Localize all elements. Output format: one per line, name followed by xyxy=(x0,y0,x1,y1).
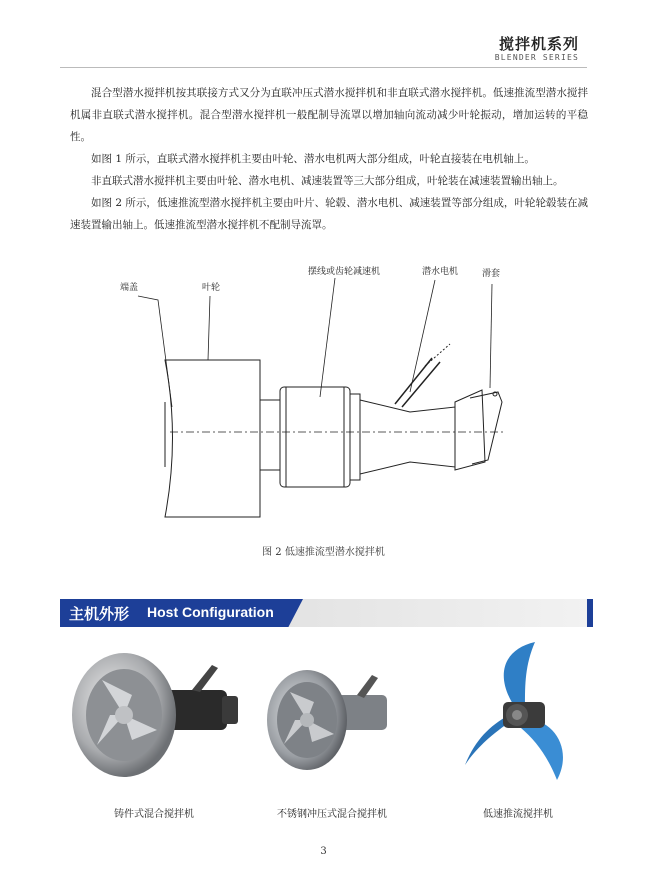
label-impeller: 叶轮 xyxy=(202,283,221,293)
impeller-blade-shape xyxy=(165,360,260,517)
body-text xyxy=(70,82,588,236)
section-title-cn: 主机外形 xyxy=(69,605,130,623)
motor-cone xyxy=(360,400,455,474)
figure-caption: 图 2 低速推流型潜水搅拌机 xyxy=(262,547,385,558)
header-divider xyxy=(60,67,587,68)
paragraph: 混合型潜水搅拌机按其联接方式又分为直联冲压式潜水搅拌机和非直联式潜水搅拌机。低速推流型潜水搅拌机属非直联式潜水搅拌机。混合型潜水搅拌机一般配制导流罩以增加轴向流动减少叶轮振动，增加运转的平稳性。 xyxy=(70,87,588,143)
section-title-en: Host Configuration xyxy=(147,604,274,620)
banner-end-block xyxy=(587,599,593,627)
cast-mixer-photo xyxy=(62,640,247,790)
product-label: 不锈钢冲压式混合搅拌机 xyxy=(277,809,387,820)
paragraph: 如图 2 所示，低速推流型潜水搅拌机主要由叶片、轮毂、潜水电机、减速装置等部分组成，叶轮轮毂装在减速装置输出轴上。低速推流型潜水搅拌机不配制导流罩。 xyxy=(70,197,588,231)
label-slide: 滑套 xyxy=(482,269,501,279)
product-label: 铸件式混合搅拌机 xyxy=(114,809,194,820)
reducer-body xyxy=(280,387,350,487)
paragraph: 如图 1 所示，直联式潜水搅拌机主要由叶轮、潜水电机两大部分组成，叶轮直接装在电机轴上。 xyxy=(91,153,535,165)
stainless-mixer-photo xyxy=(262,640,402,790)
low-speed-propeller-photo xyxy=(455,640,585,790)
section-banner xyxy=(60,599,593,627)
series-subtitle: BLENDER SERIES xyxy=(494,53,579,62)
label-motor: 潜水电机 xyxy=(422,267,459,277)
product-label: 低速推流搅拌机 xyxy=(483,809,553,820)
series-title: 搅拌机系列 xyxy=(498,35,579,53)
paragraph: 非直联式潜水搅拌机主要由叶轮、潜水电机、减速装置等三大部分组成，叶轮装在减速装置输出轴上。 xyxy=(91,175,564,187)
mixer-drawing-svg xyxy=(110,262,530,532)
mixer-drawing xyxy=(110,262,530,532)
page-number: 3 xyxy=(320,846,327,857)
hub-shape xyxy=(260,400,280,470)
label-reducer: 摆线或齿轮减速机 xyxy=(308,267,381,277)
label-end-cap: 端盖 xyxy=(120,283,139,293)
